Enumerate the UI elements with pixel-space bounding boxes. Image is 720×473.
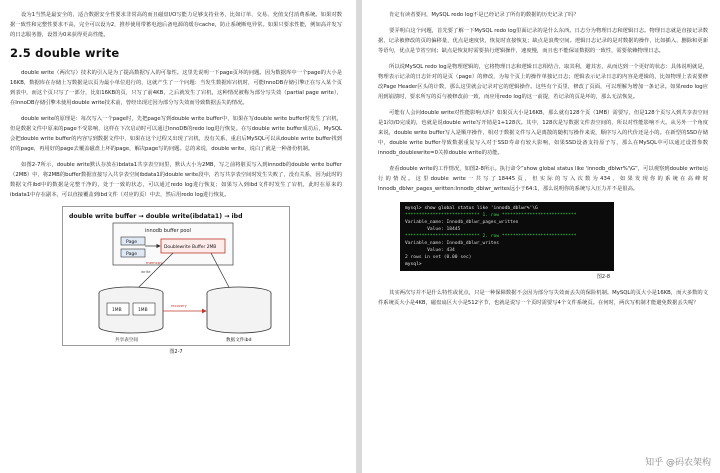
paragraph: 查看double write的工作情况，如图2-8所示。执行命令“show global status like 'innodb_dblwr%'\G”，可以观察到double write运行的情况。这里double write一共写了18445页，但实际的写入次数为434，如果发现你的系统在高峰时Innodb_dblwr_pages_written:Innodb_dblwr_writes远小于64:1，那么说明你的系统写入压力并不是很高。 [378, 166, 708, 192]
paragraph: 肯定有读者要问，MySQL redo log不是已经记录了所有的数据的历史记录了吗？ [389, 12, 579, 18]
mb-label: 1MB [138, 308, 148, 313]
paragraph: 所以说MySQL redo log是物理逻辑的，它将物理日志和逻辑日志相结合，取其利，避其害，从而达到一个更好的状态：具体说明就是，物理表示记录的日志针对的是页（page）的修改，为每个页上的操作单独记日志；逻辑表示记录日志的内容是逻辑的，比如物理上表说要修改Page Header区头的计数，那么这里就会记录对它的逻辑操作。这些有个页里，修改了页面，可以理解为增加一条记录。如果redo log应用到崩溃时，要求所写的页与被修改前一致，而应用redo log的这一前提，若记录的页是坏的，那么无法恢复。 [378, 64, 708, 100]
paragraph: double write的原理是：每次写入一个page时，先把page写到double write buffer中，如果在写double write buffer时发生了宕机，但是数据文件中原来的page不受影响，这样在下次启动时可以通过InnoDB的redo log进行恢复。在写double write buffer成功后，MySQL会把double write buffer的内容写到数据文件中，如果在这个过程又出现了宕机，没有关系，重启后MySQL可以从double write buffer找到好的page，再用好的page去覆盖磁盘上坏的page，解决page写的问题。总的来说，double write，说白了就是一种备份机制。 [10, 116, 342, 152]
section-title: 2.5 double write [10, 46, 120, 60]
terminal-line: *************************** 1. row *************************** [405, 213, 577, 218]
double-write-diagram-svg [63, 207, 289, 345]
memcpy-label: memcpy [146, 260, 163, 265]
terminal-line: Variable_name: Innodb_dblwr_writes [405, 241, 500, 246]
ibd-file-label: 数据文件ibd [226, 338, 252, 343]
terminal-line: mysql> [405, 262, 422, 267]
paragraph: 其实两次写并不是什么特性或优点，只是一种保障数据不会因为部分写失效而丢失的保险机制。MySQL的页大小是16KB，而大多数的文件系统页大小是4KB，磁盘扇区大小是512字节，也就是说写一个页时需要写4个文件系统页。在何时，两次写机制才能避免数据丢失呢？ [378, 290, 708, 306]
terminal-line: *************************** 2. row *************************** [405, 234, 577, 239]
paragraph: 可能有人会问double write对性能影响大吗？如果页大小是16KB，那么就有128个页（1MB）需要写，但是128个页写入到共享表空间是1次I/O完成的，也就是说double write写开销是1+128次。其中，128次是写数据文件表空间的，所以对性能影响不大。从另外一个角度来说，double write buffer写入是顺序操作，相对于数据文件写入是离散的随机写操作来说，顺序写入的代价还是小的。在新型的SSD存储中，double write buffer导致数据重复写入对于SSD寿命有较大影响，如果SSD设备支持原子写，那么在MySQL中可以通过设置参数innodb_doublewrite=0关掉double write的功能。 [378, 110, 708, 156]
terminal-line: mysql> show global status like 'innodb_dblwr%'\G [405, 206, 538, 211]
terminal-line: Value: 434 [405, 248, 455, 253]
terminal-line: Value: 18445 [405, 227, 461, 232]
paragraph: 如图2-7所示，double write默认存放在ibdata1共享表空间里，默认大小为2MB，写之前将脏页写入到innodb的double write buffer（2MB）中，将2MB的buffer数据直接写入共享表空间ibdata1的double write段中，若写共享表空间时发生失败了，没有关系，因为此时的数据文件ibd中的数据是完整干净的，处于一致的状态，可以通过redo log进行恢复；如果写入到ibd文件时发生了宕机，此时在原来的ibdata1中存在副本，可以直接覆盖到ibd文件（对应的页）中去，然后用redo log进行恢复。 [10, 162, 342, 198]
figure-double-write-diagram [62, 206, 290, 346]
mb-label: 1MB [112, 308, 122, 313]
recovery-label: recovery [171, 304, 187, 308]
mysql-terminal-output [400, 202, 614, 271]
paragraph: double write（两次写）技术的引入是为了提高数据写入的可靠性。这里先说明一下page页坏的问题。因为数据库中一个page的大小是16KB，数据库在存储上写数据是以页为最小单位进行的，这就产生了一个问题：当发生数据库宕机时，可能InnoDB存储引擎正在写入某个页到表中，而这个页只写了一部分，比如16KB的页，只写了前4KB，之后就发生了宕机，这种情况被称为部分写失效（partial page write），在InnoDB存储引擎未使用double write技术前，曾经出现过因为部分写失效而导致数据丢失的情况。 [10, 70, 342, 106]
terminal-line: 2 rows in set (0.00 sec) [405, 255, 472, 260]
doublewrite-buffer-label: Doublewrite Buffer 2MB [164, 245, 217, 250]
write-label: write [141, 269, 151, 274]
page-label: Page [126, 252, 138, 257]
paragraph: 设为1当然是最安全的，适合数据安全性要求非常高的而且磁盘I/O写能力足够支持业务，比如订单、交易、充值支付消费系统。如果对数据一致性和完整性要求不高，完全可以设为2，推荐使用带蓄电池后备电源的缓存cache，防止系统断电异常。如果只要求性能，例如高并发写的日志服务器，设置为0来获得更高性能。 [10, 12, 342, 38]
right-page [362, 0, 720, 473]
figure-caption: 图2-7 [169, 349, 183, 355]
figure-caption: 图2-8 [596, 274, 610, 280]
buffer-pool-label: innodb buffer pool [145, 228, 191, 234]
paragraph: 要弄明白这个问题，首先要了解一下MySQL redo log里面记录的是什么东西。日志分为物理日志和逻辑日志。物理日志就是直接记录数据，记录被修改的页的偏移量，优点是速度快，恢复时直接恢复；缺点是浪费空间。逻辑日志记录的是对数据的操作，比如插入、删除和更新等语句，优点是节省空间；缺点是恢复时需要执行逻辑操作，速度慢，而且也不能保证数据的一致性，需要依赖物理日志。 [378, 28, 708, 54]
flow-label: double write buffer → double write(ibdata1) → ibd [69, 213, 243, 220]
watermark: 知乎 @码农架构 [642, 454, 714, 469]
left-page [0, 0, 356, 473]
page-label: Page [126, 240, 138, 245]
terminal-line: Variable_name: Innodb_dblwr_pages_written [405, 220, 519, 225]
shared-tablespace-label: 共享表空间 [115, 338, 138, 343]
